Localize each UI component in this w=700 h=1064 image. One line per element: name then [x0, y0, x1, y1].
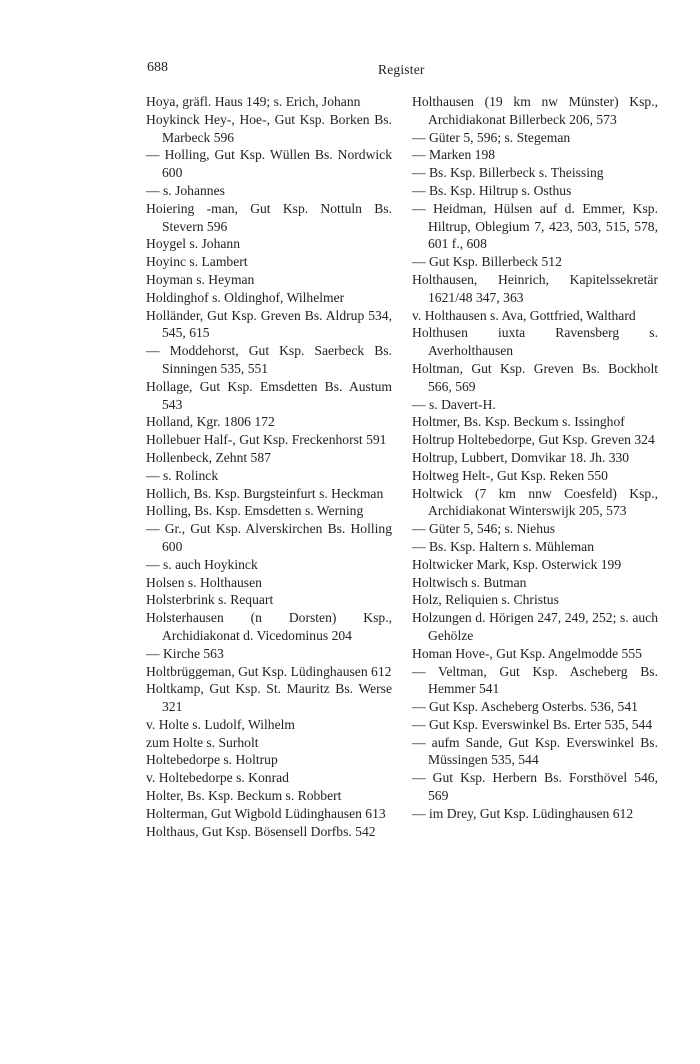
index-entry: Holtweg Helt-, Gut Ksp. Reken 550	[412, 467, 608, 483]
index-entry: Holsen s. Holthausen	[146, 574, 262, 590]
index-entry: — Bs. Ksp. Billerbeck s. Theissing	[412, 165, 604, 181]
index-entry: Holthusen iuxta Ravensberg s. Averholthausen	[412, 325, 658, 359]
index-entry: Holtkamp, Gut Ksp. St. Mauritz Bs. Werse 321	[146, 681, 392, 715]
index-entry: zum Holte s. Surholt	[146, 734, 259, 750]
index-entry: Holländer, Gut Ksp. Greven Bs. Aldrup 534, 545, 615	[146, 307, 392, 341]
index-entry: Holzungen d. Hörigen 247, 249, 252; s. auch Gehölze	[412, 610, 658, 643]
index-entry: — im Drey, Gut Ksp. Lüdinghausen 612	[412, 805, 634, 821]
running-title: Register	[378, 62, 425, 77]
index-entry: Holtmer, Bs. Ksp. Beckum s. Issinghof	[412, 414, 625, 430]
index-entry: Holling, Bs. Ksp. Emsdetten s. Werning	[146, 503, 364, 519]
index-entry: Holthausen, Heinrich, Kapitelssekretär 1621/48 347, 363	[412, 271, 658, 305]
index-entry: Holtwicker Mark, Ksp. Osterwick 199	[412, 556, 622, 572]
index-entry: Holtbrüggeman, Gut Ksp. Lüdinghausen 612	[146, 663, 392, 679]
index-entry: Hoyman s. Heyman	[146, 271, 255, 287]
index-entry: — Gut Ksp. Billerbeck 512	[412, 254, 562, 270]
index-entry: — Güter 5, 596; s. Stegeman	[412, 129, 571, 145]
index-entry: — Gut Ksp. Everswinkel Bs. Erter 535, 544	[412, 716, 653, 732]
index-entry: v. Holtebedorpe s. Konrad	[146, 770, 289, 786]
index-entry: — Veltman, Gut Ksp. Ascheberg Bs. Hemmer 541	[412, 663, 658, 697]
index-entry: — Marken 198	[412, 147, 496, 163]
index-entry: Holz, Reliquien s. Christus	[412, 592, 559, 608]
index-entry: — s. Davert-H.	[412, 396, 496, 412]
index-entry: Holsterbrink s. Requart	[146, 592, 274, 608]
index-entry: — Güter 5, 546; s. Niehus	[412, 521, 556, 537]
index-entry: Holtwisch s. Butman	[412, 574, 527, 590]
index-entry: — Gut Ksp. Herbern Bs. Forsthövel 546, 569	[412, 770, 658, 804]
index-entry: Holtrup Holtebedorpe, Gut Ksp. Greven 324	[412, 432, 655, 448]
index-entry: Hoykinck Hey-, Hoe-, Gut Ksp. Borken Bs. Marbeck 596	[146, 111, 392, 145]
index-entry: — Bs. Ksp. Haltern s. Mühleman	[412, 538, 594, 554]
index-entry: Holdinghof s. Oldinghof, Wilhelmer	[146, 289, 345, 305]
index-entry: — s. Rolinck	[146, 467, 219, 483]
index-entry: Holtman, Gut Ksp. Greven Bs. Bockholt 566, 569	[412, 360, 658, 394]
index-entry: Hollage, Gut Ksp. Emsdetten Bs. Austum 543	[146, 378, 392, 412]
left-column	[146, 93, 392, 840]
index-entry: — Gr., Gut Ksp. Alverskirchen Bs. Holling 600	[146, 521, 392, 554]
index-entry: — Kirche 563	[146, 645, 224, 661]
index-entry: Holthaus, Gut Ksp. Bösensell Dorfbs. 542	[146, 823, 376, 839]
index-entry: Holtwick (7 km nnw Coesfeld) Ksp., Archidiakonat Winterswijk 205, 573	[412, 485, 658, 519]
index-entry: — Gut Ksp. Ascheberg Osterbs. 536, 541	[412, 699, 638, 715]
index-entry: Holter, Bs. Ksp. Beckum s. Robbert	[146, 788, 342, 804]
index-entry: Holthausen (19 km nw Münster) Ksp., Archidiakonat Billerbeck 206, 573	[412, 94, 658, 127]
index-entry: Hollenbeck, Zehnt 587	[146, 449, 271, 465]
index-entry: v. Holthausen s. Ava, Gottfried, Walthard	[412, 307, 636, 323]
index-entry: — s. auch Hoykinck	[146, 556, 258, 572]
index-entry: — aufm Sande, Gut Ksp. Everswinkel Bs. Müssingen 535, 544	[412, 734, 658, 768]
index-entry: Holtrup, Lubbert, Domvikar 18. Jh. 330	[412, 449, 630, 465]
index-entry: Hoygel s. Johann	[146, 236, 241, 252]
index-entry: — Moddehorst, Gut Ksp. Saerbeck Bs. Sinningen 535, 551	[146, 343, 392, 376]
index-entry: Hoya, gräfl. Haus 149; s. Erich, Johann	[146, 94, 361, 109]
index-entry: Hoyinc s. Lambert	[146, 254, 248, 270]
index-entry: — Holling, Gut Ksp. Wüllen Bs. Nordwick 600	[146, 147, 392, 181]
index-entry: Holtebedorpe s. Holtrup	[146, 752, 278, 768]
index-entry: Hollich, Bs. Ksp. Burgsteinfurt s. Heckman	[146, 485, 384, 501]
index-entry: Homan Hove-, Gut Ksp. Angelmodde 555	[412, 645, 642, 661]
index-entry: Holland, Kgr. 1806 172	[146, 414, 275, 430]
index-entry: v. Holte s. Ludolf, Wilhelm	[146, 716, 295, 732]
index-entry: Hoiering -man, Gut Ksp. Nottuln Bs. Stevern 596	[146, 200, 392, 234]
index-entry: Holterman, Gut Wigbold Lüdinghausen 613	[146, 805, 386, 821]
index-entry: Hollebuer Half-, Gut Ksp. Freckenhorst 591	[146, 432, 387, 448]
index-entry: — Bs. Ksp. Hiltrup s. Osthus	[412, 182, 572, 198]
index-entry: Holsterhausen (n Dorsten) Ksp., Archidiakonat d. Vicedominus 204	[146, 610, 392, 643]
page-number: 688	[147, 60, 168, 75]
index-entry: — Heidman, Hülsen auf d. Emmer, Ksp. Hiltrup, Oblegium 7, 423, 503, 515, 578, 601 f., 608	[412, 200, 658, 252]
index-entry: — s. Johannes	[146, 182, 225, 198]
right-column	[412, 93, 658, 823]
